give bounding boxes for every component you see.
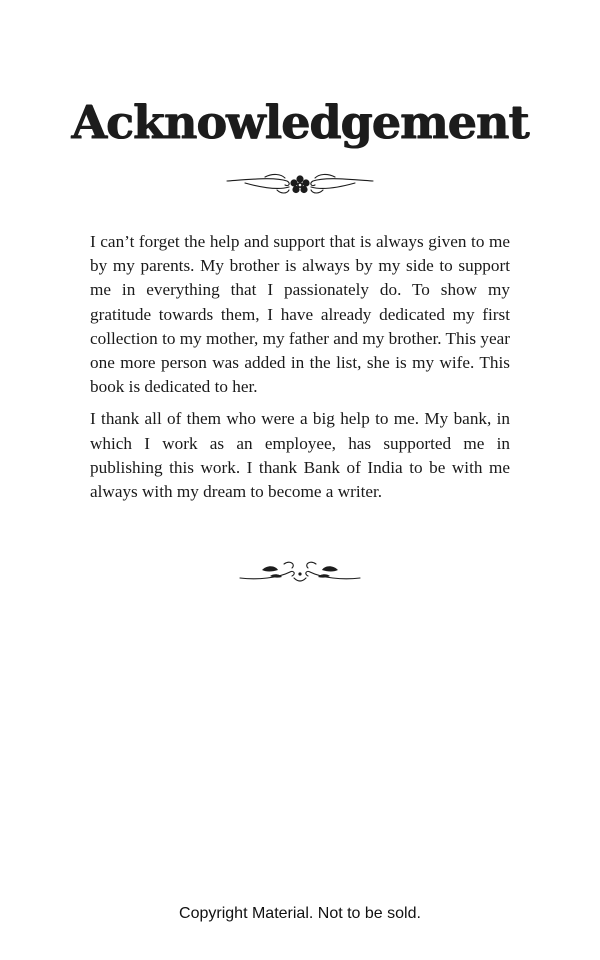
paragraph-1: I can’t forget the help and support that is always given to me by my parents. My brother is always by my side to support me in everything that I passionately do. To show my gratitude towards them, I have already dedicated my first collection to my mother, my father and my brother. This year one more person was added in the list, she is my wife. This book is dedicated to her.	[90, 232, 510, 397]
page-title: Acknowledgement	[71, 95, 529, 149]
acknowledgement-body	[90, 230, 510, 512]
paragraph-2: I thank all of them who were a big help to me. My bank, in which I work as an employee, has supported me in publishing this work. I thank Bank of India to be with me always with my dream to become a writer.	[90, 409, 510, 502]
flourish-flower-icon	[225, 168, 375, 202]
copyright-notice: Copyright Material. Not to be sold.	[179, 905, 421, 922]
flourish-leaf-icon	[238, 556, 362, 588]
